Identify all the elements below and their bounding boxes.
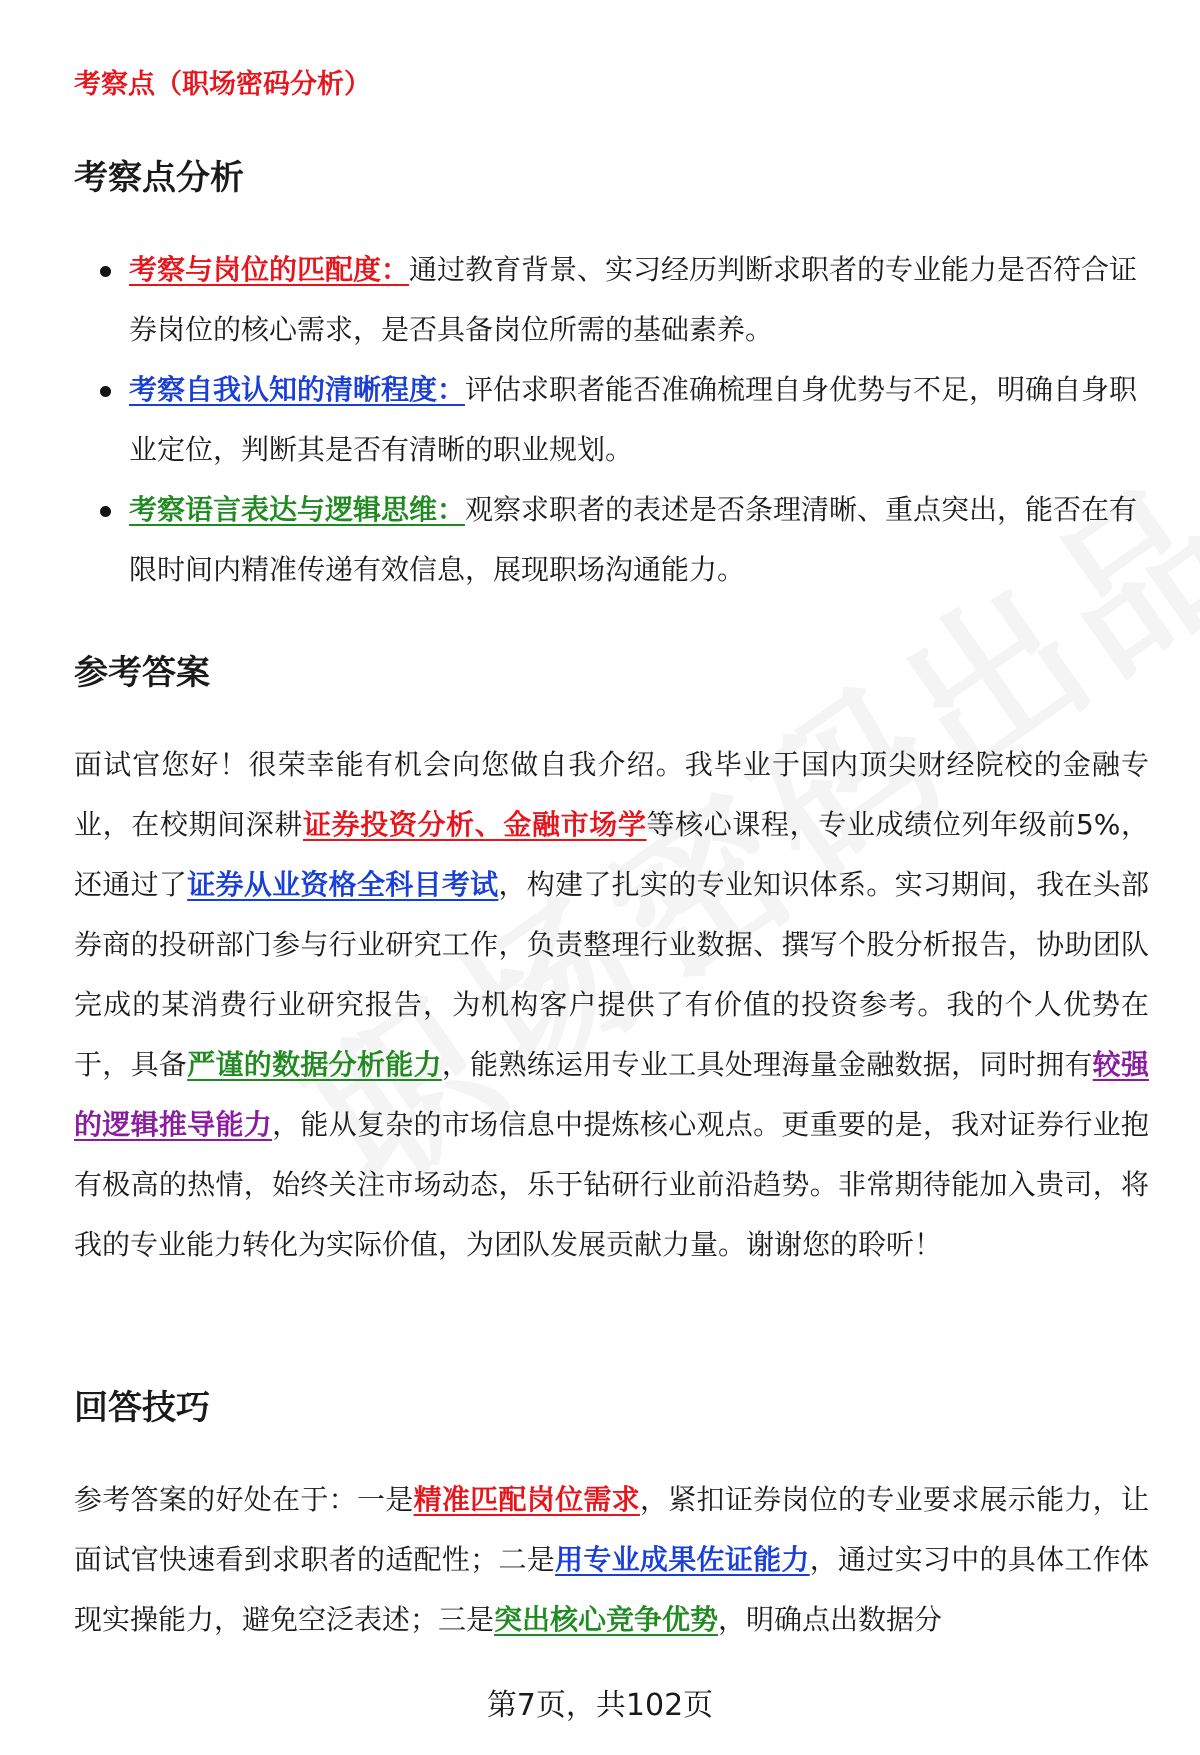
analysis-item-label: 考察与岗位的匹配度：	[129, 253, 410, 286]
tips-heading: 回答技巧	[74, 1388, 210, 1428]
tips-text: ，明确点出数据分	[718, 1603, 943, 1636]
answer-text: ，构建了扎实的专业知识体系。实习期间，我在头部券商的投研部门参与行业研究工作，负责整理行业数据、撰写个股分析报告，协助团队完成的某消费行业研究报告，为机构客户提供了有价值的投资参考。我的个人优势在于，具备	[74, 868, 1149, 1081]
page-number: 第7页，共102页	[486, 1688, 714, 1723]
answer-text: ，能从复杂的市场信息中提炼核心观点。更重要的是，我对证券行业抱有极高的热情，始终关注市场动态，乐于钻研行业前沿趋势。非常期待能加入贵司，将我的专业能力转化为实际价值，为团队发展贡献力量。谢谢您的聆听！	[74, 1108, 1149, 1261]
bullet-icon	[100, 266, 111, 277]
analysis-item	[100, 480, 1145, 600]
analysis-item-text: 观察求职者的表述是否条理清晰、重点突出，能否在有限时间内精准传递有效信息，展现职场沟通能力。	[129, 493, 1138, 586]
document-title: 考察点（职场密码分析）	[74, 69, 371, 100]
bullet-icon	[100, 506, 111, 517]
analysis-heading: 考察点分析	[74, 158, 244, 198]
answer-text: 面试官您好！很荣幸能有机会向您做自我介绍。我毕业于国内顶尖财经院校的金融专业，在校期间深耕	[74, 748, 1149, 841]
tips-highlight: 突出核心竞争优势	[494, 1603, 719, 1636]
answer-text: 等核心课程，专业成绩位列年级前5%，还通过了	[74, 808, 1149, 901]
tips-paragraph	[74, 1470, 1149, 1650]
analysis-list	[100, 240, 1145, 600]
analysis-item-label: 考察语言表达与逻辑思维：	[129, 493, 466, 526]
answer-text: ，能熟练运用专业工具处理海量金融数据，同时拥有	[441, 1048, 1093, 1081]
bullet-icon	[100, 386, 111, 397]
tips-text: ，通过实习中的具体工作体现实操能力，避免空泛表述；三是	[74, 1543, 1149, 1636]
analysis-item-text: 评估求职者能否准确梳理自身优势与不足，明确自身职业定位，判断其是否有清晰的职业规划。	[129, 373, 1138, 466]
answer-highlight: 较强的逻辑推导能力	[74, 1048, 1149, 1141]
answer-highlight: 证券从业资格全科目考试	[187, 868, 499, 901]
analysis-item-label: 考察自我认知的清晰程度：	[129, 373, 466, 406]
tips-highlight: 精准匹配岗位需求	[413, 1483, 640, 1516]
tips-text: ，紧扣证券岗位的专业要求展示能力，让面试官快速看到求职者的适配性；二是	[74, 1483, 1149, 1576]
analysis-item	[100, 360, 1145, 480]
tips-text: 参考答案的好处在于：一是	[74, 1483, 414, 1516]
tips-highlight: 用专业成果佐证能力	[555, 1543, 810, 1576]
analysis-item	[100, 240, 1145, 360]
analysis-item-text: 通过教育背景、实习经历判断求职者的专业能力是否符合证券岗位的核心需求，是否具备岗位所需的基础素养。	[129, 253, 1138, 346]
answer-heading: 参考答案	[74, 653, 210, 693]
answer-highlight: 严谨的数据分析能力	[187, 1048, 442, 1081]
answer-highlight: 证券投资分析、金融市场学	[303, 808, 647, 841]
answer-paragraph	[74, 735, 1149, 1275]
